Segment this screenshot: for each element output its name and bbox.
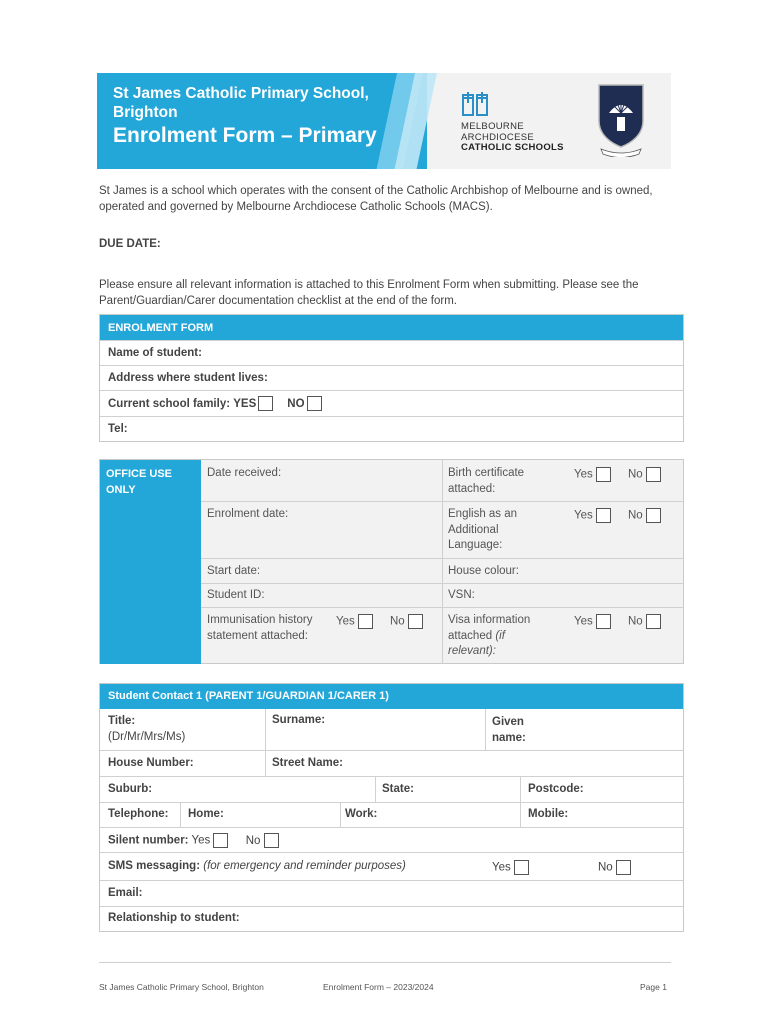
due-date-label: DUE DATE: bbox=[99, 238, 161, 250]
postcode-field[interactable]: Postcode: bbox=[528, 783, 584, 795]
current-family-yes-checkbox[interactable] bbox=[258, 396, 273, 411]
relationship-field[interactable]: Relationship to student: bbox=[108, 912, 240, 924]
vsn-field[interactable]: VSN: bbox=[448, 589, 475, 601]
surname-field[interactable]: Surname: bbox=[272, 714, 326, 726]
immunisation-no-checkbox[interactable] bbox=[408, 614, 423, 629]
current-family-row: Current school family: YES NO bbox=[100, 390, 683, 416]
immunisation-yes-checkbox[interactable] bbox=[358, 614, 373, 629]
student-name-field[interactable]: Name of student: bbox=[100, 340, 683, 365]
form-title: Enrolment Form – Primary bbox=[113, 124, 377, 147]
footer-divider bbox=[99, 962, 671, 963]
state-field[interactable]: State: bbox=[382, 783, 414, 795]
work-phone-field[interactable]: Work: bbox=[345, 808, 378, 820]
office-use-table: OFFICE USE ONLY Date received: Birth certificate attached: Yes No Enrolment date: English as an Additional Language: Yes No Start date: House colour: Student ID: VSN: Immunisation history statement attached: Yes No Visa information attached (if relevant): Yes No bbox=[99, 459, 684, 664]
school-crest-icon bbox=[595, 83, 647, 157]
birth-cert-no-checkbox[interactable] bbox=[646, 467, 661, 482]
birth-cert-yes-checkbox[interactable] bbox=[596, 467, 611, 482]
header-banner bbox=[97, 73, 671, 169]
birth-cert-label: Birth certificate attached: bbox=[448, 467, 525, 495]
sms-yes-checkbox[interactable] bbox=[514, 860, 529, 875]
visa-yes-checkbox[interactable] bbox=[596, 614, 611, 629]
silent-number-row: Silent number: Yes No bbox=[108, 833, 279, 849]
macs-wordmark: MELBOURNE ARCHDIOCESE CATHOLIC SCHOOLS bbox=[461, 121, 564, 153]
title-field[interactable]: Title: bbox=[108, 715, 136, 727]
given-name-field[interactable]: Given name: bbox=[492, 716, 526, 744]
eal-yes-checkbox[interactable] bbox=[596, 508, 611, 523]
submission-instructions: Please ensure all relevant information is attached to this Enrolment Form when submitting. Please see the Parent/Guardian/Carer documentation checklist at the end of the form. bbox=[99, 279, 639, 307]
student-contact-header: Student Contact 1 (PARENT 1/GUARDIAN 1/CARER 1) bbox=[100, 684, 683, 709]
title-options: (Dr/Mr/Mrs/Ms) bbox=[108, 731, 186, 743]
current-family-no-checkbox[interactable] bbox=[307, 396, 322, 411]
student-tel-field[interactable]: Tel: bbox=[100, 416, 683, 441]
enrolment-date-field[interactable]: Enrolment date: bbox=[207, 508, 289, 520]
eal-no-checkbox[interactable] bbox=[646, 508, 661, 523]
sms-no-checkbox[interactable] bbox=[616, 860, 631, 875]
macs-logo-icon bbox=[461, 91, 491, 119]
student-contact-table: Student Contact 1 (PARENT 1/GUARDIAN 1/CARER 1) Title: (Dr/Mr/Mrs/Ms) Surname: Given name: House Number: Street Name: Suburb: State: Postcode: Telephone: Home: Work: Mobile: Silent number: Yes No SMS messaging: (for emergency and reminder purposes) Yes No Email: Relationship to student: bbox=[99, 683, 684, 932]
mobile-phone-field[interactable]: Mobile: bbox=[528, 808, 569, 820]
street-name-field[interactable]: Street Name: bbox=[272, 757, 343, 769]
office-use-label: OFFICE USE ONLY bbox=[100, 460, 201, 664]
immunisation-label: Immunisation history statement attached: bbox=[207, 614, 313, 642]
start-date-field[interactable]: Start date: bbox=[207, 565, 261, 577]
visa-no-checkbox[interactable] bbox=[646, 614, 661, 629]
student-id-field[interactable]: Student ID: bbox=[207, 589, 265, 601]
email-field[interactable]: Email: bbox=[108, 887, 143, 899]
date-received-field[interactable]: Date received: bbox=[207, 467, 282, 479]
telephone-label: Telephone: bbox=[108, 808, 169, 820]
house-number-field[interactable]: House Number: bbox=[108, 757, 194, 769]
silent-number-yes-checkbox[interactable] bbox=[213, 833, 228, 848]
footer-school: St James Catholic Primary School, Brighton bbox=[99, 982, 264, 992]
school-name: St James Catholic Primary School, Brighton bbox=[113, 85, 369, 121]
enrolment-form-table bbox=[99, 314, 684, 442]
footer-form: Enrolment Form – 2023/2024 bbox=[323, 982, 434, 992]
sms-messaging-row: SMS messaging: (for emergency and reminder purposes) bbox=[108, 860, 406, 872]
silent-number-no-checkbox[interactable] bbox=[264, 833, 279, 848]
student-address-field[interactable]: Address where student lives: bbox=[100, 365, 683, 390]
suburb-field[interactable]: Suburb: bbox=[108, 783, 153, 795]
enrolment-form-header: ENROLMENT FORM bbox=[100, 315, 683, 340]
eal-label: English as an Additional Language: bbox=[448, 508, 518, 551]
house-colour-field[interactable]: House colour: bbox=[448, 565, 519, 577]
intro-paragraph: St James is a school which operates with the consent of the Catholic Archbishop of Melbourne and is owned, operated and governed by Melbourne Archdiocese Catholic Schools (MACS). bbox=[99, 185, 653, 213]
footer-page: Page 1 bbox=[640, 982, 667, 992]
home-phone-field[interactable]: Home: bbox=[188, 808, 224, 820]
visa-info-label: Visa information attached (if relevant): bbox=[448, 614, 531, 657]
